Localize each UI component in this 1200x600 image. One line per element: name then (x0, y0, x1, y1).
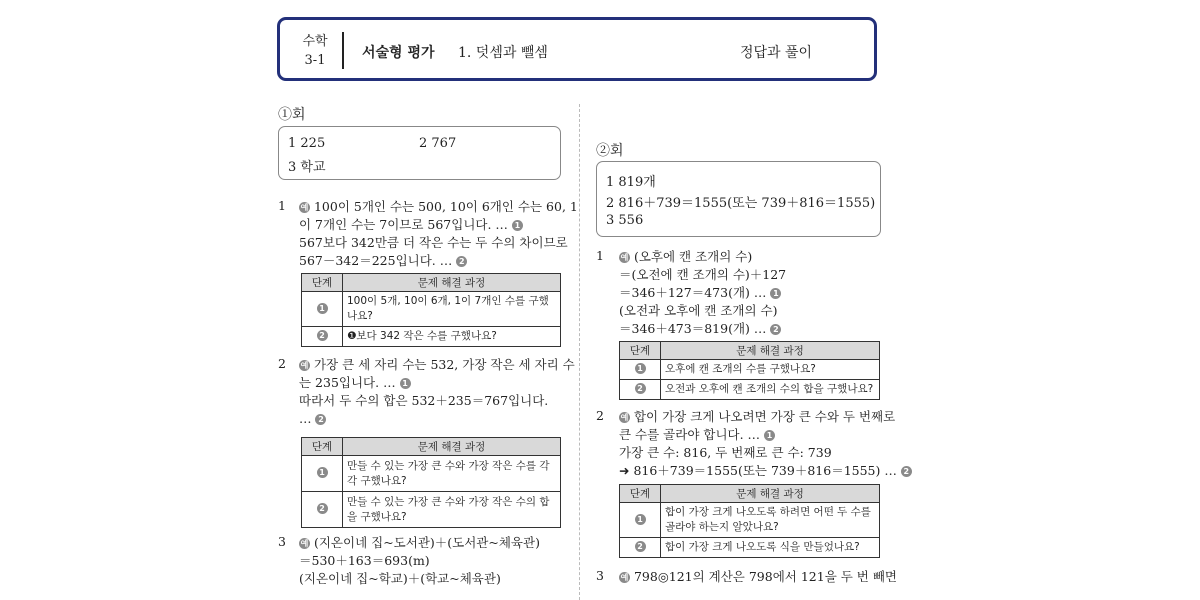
step-2-marker-icon: 2 (315, 414, 326, 425)
question-number: 3 (596, 568, 604, 583)
step-marker-icon: 2 (635, 383, 646, 394)
round2-q1-rubric-table (619, 341, 880, 400)
example-icon: 예 (620, 253, 629, 262)
page-header (277, 17, 877, 81)
question-number: 1 (596, 248, 604, 263)
rubric-header-process: 문제 해결 과정 (343, 438, 561, 456)
example-icon: 예 (300, 361, 309, 370)
rubric-header-process: 문제 해결 과정 (343, 274, 561, 292)
round1-answer-3: 3 학교 (288, 160, 326, 175)
solution-line: ➜ 816＋739＝1555(또는 739＋816＝1555) … (619, 463, 897, 478)
solution-line: 100이 5개인 수는 500, 10이 6개인 수는 60, 1 (313, 199, 578, 214)
rubric-text: ❶보다 342 작은 수를 구했나요? (343, 327, 561, 347)
step-1-marker-icon: 1 (400, 378, 411, 389)
round2-answer-1: 1 819개 (606, 175, 656, 190)
solution-line: … (299, 411, 312, 426)
step-2-marker-icon: 2 (770, 324, 781, 335)
solution-line: ＝530＋163＝693(m) (299, 553, 430, 568)
step-marker-icon: 2 (317, 330, 328, 341)
round2-q2-rubric-table (619, 484, 880, 558)
rubric-row (302, 492, 561, 528)
step-marker-icon: 2 (635, 541, 646, 552)
round2-answer-2: 2 816＋739＝1555(또는 739＋816＝1555) (606, 196, 876, 211)
rubric-row (302, 456, 561, 492)
example-icon: 예 (300, 203, 309, 212)
question-number: 3 (278, 534, 286, 549)
rubric-row (620, 503, 880, 538)
solution-line: ＝346＋473＝819(개) … (619, 321, 767, 336)
rubric-text: 오후에 캔 조개의 수를 구했나요? (661, 360, 880, 380)
solution-line: 큰 수를 골라야 합니다. … (619, 427, 761, 442)
step-2-marker-icon: 2 (901, 466, 912, 477)
step-2-marker-icon: 2 (456, 256, 467, 267)
round2-label: ②회 (596, 143, 624, 159)
step-marker-icon: 1 (317, 467, 328, 478)
question-number: 2 (278, 356, 286, 371)
solution-line: (오후에 캔 조개의 수) (633, 249, 753, 264)
rubric-row (620, 380, 880, 400)
answers-label: 정답과 풀이 (740, 45, 813, 61)
column-divider (579, 104, 580, 600)
rubric-row (302, 327, 561, 347)
solution-line: 는 235입니다. … (299, 375, 396, 390)
round1-q1-rubric-table (301, 273, 561, 347)
step-marker-icon: 2 (317, 503, 328, 514)
step-1-marker-icon: 1 (512, 220, 523, 231)
rubric-text: 합이 가장 크게 나오도록 하려면 어떤 두 수를 골라야 하는지 알았나요? (661, 503, 880, 538)
round1-answer-box (278, 126, 561, 180)
round1-answer-1: 1 225 (288, 136, 326, 151)
rubric-header-process: 문제 해결 과정 (661, 485, 880, 503)
step-1-marker-icon: 1 (770, 288, 781, 299)
rubric-text: 오전과 오후에 캔 조개의 수의 합을 구했나요? (661, 380, 880, 400)
rubric-header-step: 단계 (620, 485, 661, 503)
rubric-header-process: 문제 해결 과정 (661, 342, 880, 360)
header-divider (342, 32, 344, 69)
solution-line: 567보다 342만큼 더 작은 수는 두 수의 차이므로 (299, 235, 568, 250)
solution-line: (지온이네 집~학교)＋(학교~체육관) (299, 571, 501, 586)
rubric-header-step: 단계 (302, 438, 343, 456)
rubric-text: 100이 5개, 10이 6개, 1이 7개인 수를 구했나요? (343, 292, 561, 327)
rubric-text: 만들 수 있는 가장 큰 수와 가장 작은 수를 각각 구했나요? (343, 456, 561, 492)
solution-line: 가장 큰 수: 816, 두 번째로 큰 수: 739 (619, 445, 832, 460)
rubric-header-step: 단계 (620, 342, 661, 360)
subject-label: 수학 (302, 34, 328, 49)
solution-line: 이 7개인 수는 7이므로 567입니다. … (299, 217, 508, 232)
solution-line: 가장 큰 세 자리 수는 532, 가장 작은 세 자리 수 (313, 357, 575, 372)
rubric-text: 합이 가장 크게 나오도록 식을 만들었나요? (661, 538, 880, 558)
question-number: 2 (596, 408, 604, 423)
rubric-header-step: 단계 (302, 274, 343, 292)
round1-label: ①회 (278, 107, 306, 123)
solution-line: 567－342＝225입니다. … (299, 253, 453, 268)
round2-answer-box (596, 161, 881, 237)
round1-answer-2: 2 767 (419, 136, 457, 151)
rubric-row (620, 360, 880, 380)
step-1-marker-icon: 1 (764, 430, 775, 441)
question-number: 1 (278, 198, 286, 213)
solution-line: ＝(오전에 캔 조개의 수)＋127 (619, 267, 787, 282)
step-marker-icon: 1 (635, 514, 646, 525)
subject-grade (300, 32, 330, 70)
example-icon: 예 (620, 413, 629, 422)
example-icon: 예 (620, 573, 629, 582)
unit-title: 1. 덧셈과 뺄셈 (458, 45, 548, 61)
page-title: 서술형 평가 (362, 45, 435, 61)
solution-line: 798◎121의 계산은 798에서 121을 두 번 빼면 (633, 569, 897, 584)
example-icon: 예 (300, 539, 309, 548)
grade-label: 3-1 (304, 53, 326, 68)
round1-q2-rubric-table (301, 437, 561, 528)
rubric-text: 만들 수 있는 가장 큰 수와 가장 작은 수의 합을 구했나요? (343, 492, 561, 528)
solution-line: (지온이네 집~도서관)＋(도서관~체육관) (313, 535, 540, 550)
step-marker-icon: 1 (635, 363, 646, 374)
solution-line: 합이 가장 크게 나오려면 가장 큰 수와 두 번째로 (633, 409, 896, 424)
rubric-row (620, 538, 880, 558)
step-marker-icon: 1 (317, 303, 328, 314)
round2-answer-3: 3 556 (606, 213, 644, 228)
rubric-row (302, 292, 561, 327)
solution-line: 따라서 두 수의 합은 532＋235＝767입니다. (299, 393, 549, 408)
solution-line: ＝346＋127＝473(개) … (619, 285, 767, 300)
solution-line: (오전과 오후에 캔 조개의 수) (619, 303, 778, 318)
